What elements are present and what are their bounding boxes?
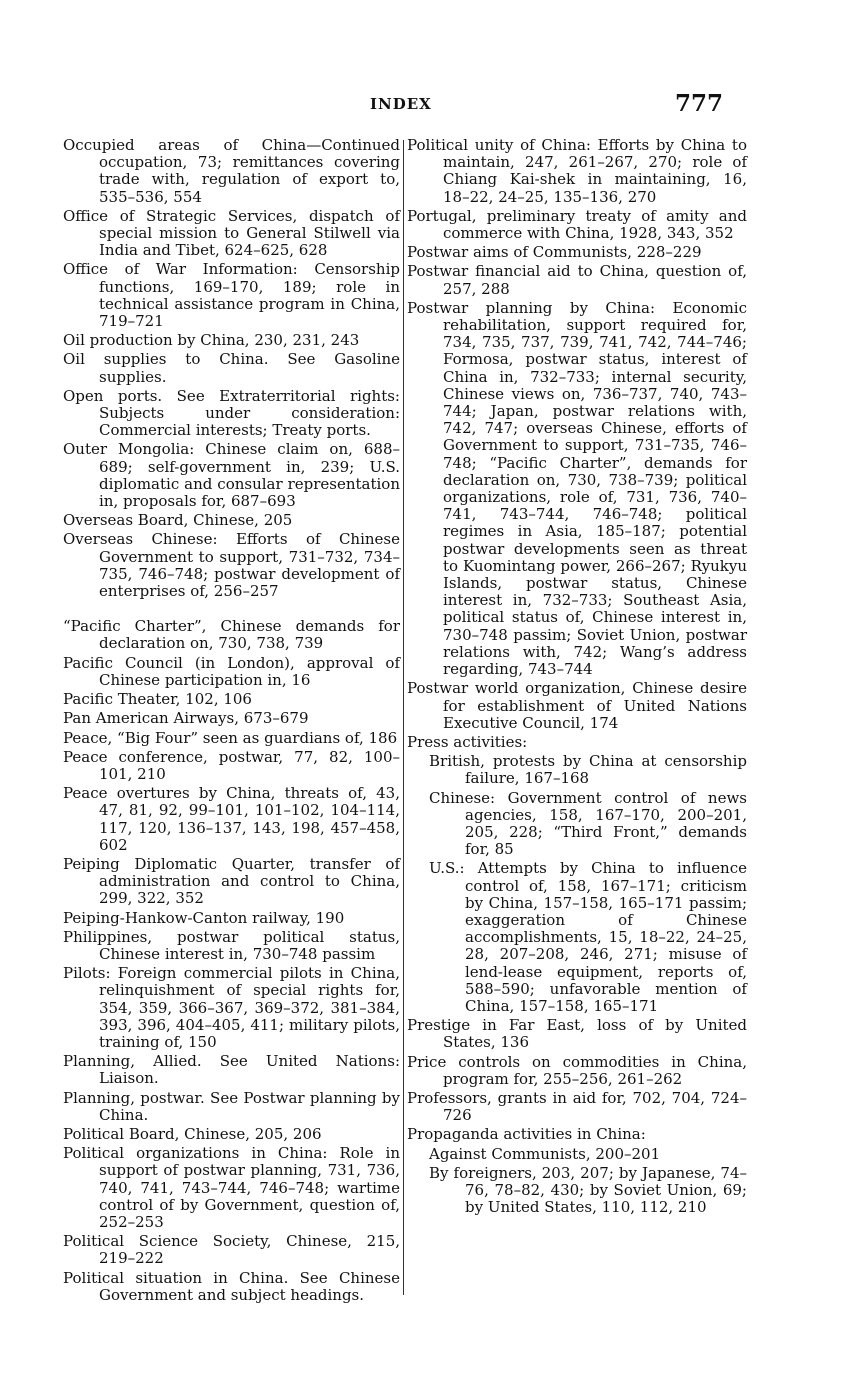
index-entry: Peiping-Hankow-Canton railway, 190 bbox=[63, 908, 345, 927]
index-entry: Overseas Board, Chinese, 205 bbox=[63, 511, 293, 530]
index-entry: Peace, “Big Four” seen as guardians of, 186 bbox=[63, 728, 398, 747]
index-entry: Oil supplies to China. See Gasoline supplies. bbox=[63, 350, 400, 386]
index-entry: Planning, Allied. See United Nations: Liaison. bbox=[63, 1052, 400, 1088]
index-column-right bbox=[407, 137, 747, 1218]
index-column-left bbox=[63, 137, 400, 1306]
index-entry: Press activities: bbox=[407, 732, 528, 751]
index-entry: Office of War Information: Censorship functions, 169–170, 189; role in technical assistance program in China, 719–721 bbox=[63, 260, 400, 331]
index-entry: Pacific Theater, 102, 106 bbox=[63, 690, 252, 709]
index-entry: Political Science Society, Chinese, 215, 219–222 bbox=[63, 1232, 400, 1268]
index-subentry: Chinese: Government control of news agencies, 158, 167–170, 200–201, 205, 228; “Third Front,” demands for, 85 bbox=[429, 788, 747, 859]
index-entry: Planning, postwar. See Postwar planning by China. bbox=[63, 1088, 400, 1124]
index-entry: Postwar financial aid to China, question of, 257, 288 bbox=[407, 262, 747, 298]
index-entry: Prestige in Far East, loss of by United States, 136 bbox=[407, 1016, 747, 1052]
index-entry: Postwar planning by China: Economic rehabilitation, support required for, 734, 735, 737, 739, 741, 742, 744–746; Formosa, postwar status, interest of China in, 732–733; internal security, Chinese views on, 736–737, 740, 743–744; Japan, postwar relations with, 742, 747; overseas Chinese, efforts of Government to support, 731–735, 746–748; “Pacific Charter”, demands for declaration on, 730, 738–739; political organizations, role of, 731, 736, 740–741, 743–744, 746–748; political regimes in Asia, 185–187; potential postwar developments seen as threat to Kuomintang power, 266–267; Ryukyu Islands, postwar status, Chinese interest in, 732–733; Southeast Asia, political status of, Chinese interest in, 730–748 passim; Soviet Union, postwar relations with, 742; Wang’s address regarding, 743–744 bbox=[407, 298, 747, 679]
index-entry: Peace conference, postwar, 77, 82, 100–101, 210 bbox=[63, 747, 400, 783]
page-number: 777 bbox=[675, 90, 724, 117]
index-subentry: British, protests by China at censorship failure, 167–168 bbox=[429, 752, 747, 788]
index-entry: Postwar world organization, Chinese desire for establishment of United Nations Executive Council, 174 bbox=[407, 679, 747, 732]
index-entry: Political situation in China. See Chinese Government and subject headings. bbox=[63, 1268, 400, 1304]
index-entry: Occupied areas of China—Continued occupation, 73; remittances covering trade with, regulation of export to, 535–536, 554 bbox=[63, 136, 400, 206]
page-header bbox=[0, 90, 850, 120]
index-entry: Propaganda activities in China: bbox=[407, 1125, 646, 1144]
running-title: INDEX bbox=[370, 95, 432, 113]
column-divider bbox=[403, 140, 404, 1295]
index-subentry: U.S.: Attempts by China to influence control of, 158, 167–171; criticism by China, 157–158, 165–171 passim; exaggeration of Chinese accomplishments, 15, 18–22, 24–25, 28, 207–208, 246, 271; misuse of lend-lease equipment, reports of, 588–590; unfavorable mention of China, 157–158, 165–171 bbox=[429, 859, 747, 1015]
index-subentry: By foreigners, 203, 207; by Japanese, 74–76, 78–82, 430; by Soviet Union, 69; by United States, 110, 112, 210 bbox=[429, 1163, 747, 1217]
index-entry: Political organizations in China: Role in support of postwar planning, 731, 736, 740, 741, 743–744, 746–748; wartime control of by Government, question of, 252–253 bbox=[63, 1144, 400, 1231]
index-entry: Peace overtures by China, threats of, 43, 47, 81, 92, 99–101, 101–102, 104–114, 117, 120, 136–137, 143, 198, 457–458, 602 bbox=[63, 784, 400, 854]
index-entry: Political unity of China: Efforts by China to maintain, 247, 261–267, 270; role of Chiang Kai-shek in maintaining, 16, 18–22, 24–25, 135–136, 270 bbox=[407, 136, 747, 206]
index-subentry: Against Communists, 200–201 bbox=[429, 1144, 661, 1163]
index-entry: Pilots: Foreign commercial pilots in China, relinquishment of special rights for, 354, 359, 366–367, 369–372, 381–384, 393, 396, 404–405, 411; military pilots, training of, 150 bbox=[63, 964, 400, 1051]
index-entry: Postwar aims of Communists, 228–229 bbox=[407, 243, 702, 262]
index-entry: “Pacific Charter”, Chinese demands for declaration on, 730, 738, 739 bbox=[63, 617, 400, 653]
index-entry: Philippines, postwar political status, Chinese interest in, 730–748 passim bbox=[63, 927, 400, 963]
index-entry: Oil production by China, 230, 231, 243 bbox=[63, 331, 360, 350]
index-entry: Price controls on commodities in China, program for, 255–256, 261–262 bbox=[407, 1052, 747, 1088]
index-entry: Professors, grants in aid for, 702, 704, 724–726 bbox=[407, 1088, 747, 1125]
index-entry: Portugal, preliminary treaty of amity and commerce with China, 1928, 343, 352 bbox=[407, 206, 747, 243]
index-entry: Overseas Chinese: Efforts of Chinese Government to support, 731–732, 734–735, 746–748; postwar development of enterprises of, 256–257 bbox=[63, 530, 400, 601]
index-entry: Open ports. See Extraterritorial rights: Subjects under consideration: Commercial interests; Treaty ports. bbox=[63, 386, 400, 440]
index-entry: Outer Mongolia: Chinese claim on, 688–689; self-government in, 239; U.S. diplomatic and consular representation in, proposals for, 687–693 bbox=[63, 440, 400, 511]
index-entry: Pacific Council (in London), approval of Chinese participation in, 16 bbox=[63, 653, 400, 689]
index-entry: Political Board, Chinese, 205, 206 bbox=[63, 1124, 322, 1143]
index-entry: Office of Strategic Services, dispatch of special mission to General Stilwell via India and Tibet, 624–625, 628 bbox=[63, 206, 400, 260]
index-entry: Peiping Diplomatic Quarter, transfer of administration and control to China, 299, 322, 352 bbox=[63, 854, 400, 908]
index-entry: Pan American Airways, 673–679 bbox=[63, 709, 309, 728]
